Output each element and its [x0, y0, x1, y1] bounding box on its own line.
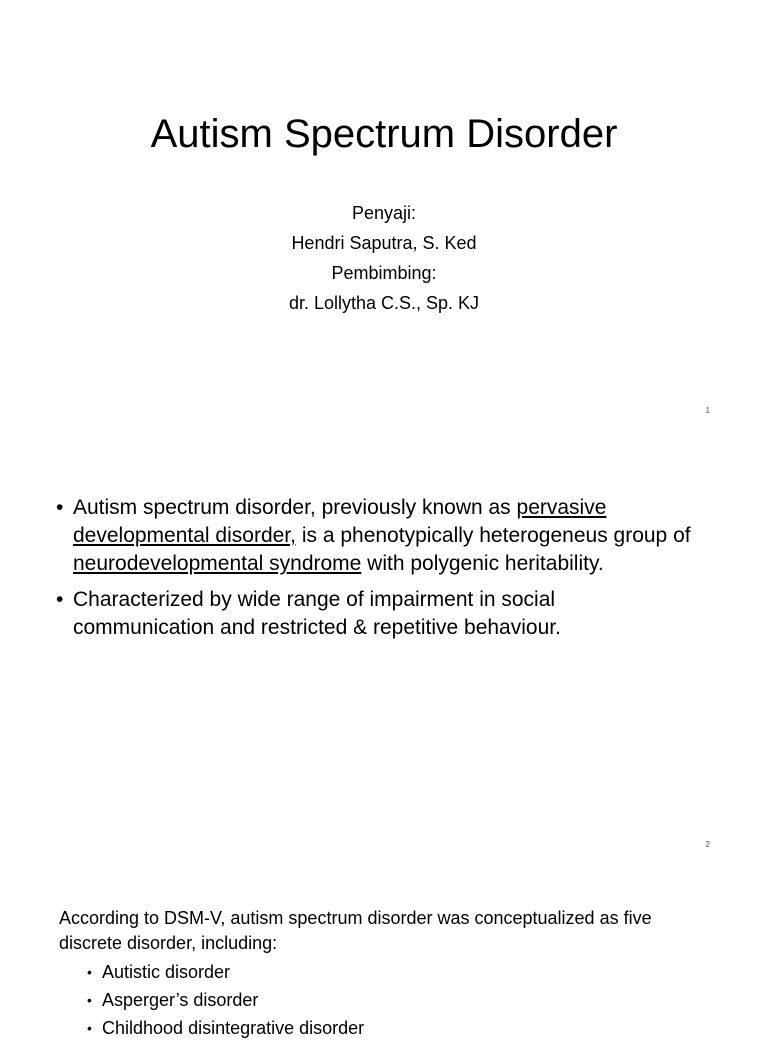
- page-number: 1: [705, 406, 710, 415]
- bullet-text: Autism spectrum disorder, previously known as: [73, 496, 517, 519]
- bullet-list: [56, 494, 696, 650]
- slide-definition: [0, 432, 768, 864]
- list-item: • Childhood disintegrative disorder: [87, 1014, 687, 1042]
- bullet-item: • Characterized by wide range of impairment in social communication and restricted & repetitive behaviour.: [56, 586, 696, 642]
- bullet-item: [56, 494, 696, 578]
- bullet-text: is a phenotypically heterogeneus group of: [295, 524, 691, 547]
- slide-dsm: [0, 864, 768, 1038]
- slide-title-heading: Autism Spectrum Disorder: [150, 112, 618, 156]
- underlined-term: neurodevelopmental syndrome: [73, 552, 362, 575]
- list-item: • Asperger’s disorder: [87, 986, 687, 1014]
- presenter-info: [0, 198, 768, 318]
- underlined-term: pervasive developmental disorder,: [73, 496, 607, 547]
- supervisor-name: dr. Lollytha C.S., Sp. KJ: [288, 293, 480, 313]
- bullet-text: with polygenic heritability.: [361, 552, 604, 575]
- disorder-list: [87, 958, 687, 1042]
- supervisor-label: Pembimbing:: [331, 263, 437, 283]
- presenter-label: Penyaji:: [351, 203, 417, 223]
- intro-paragraph: According to DSM-V, autism spectrum disorder was conceptualized as five discrete disorder, including:: [59, 908, 652, 953]
- list-item: • Autistic disorder: [87, 958, 687, 986]
- slide-title: [0, 0, 768, 432]
- presenter-name: Hendri Saputra, S. Ked: [291, 233, 477, 253]
- page-number: 2: [705, 840, 710, 849]
